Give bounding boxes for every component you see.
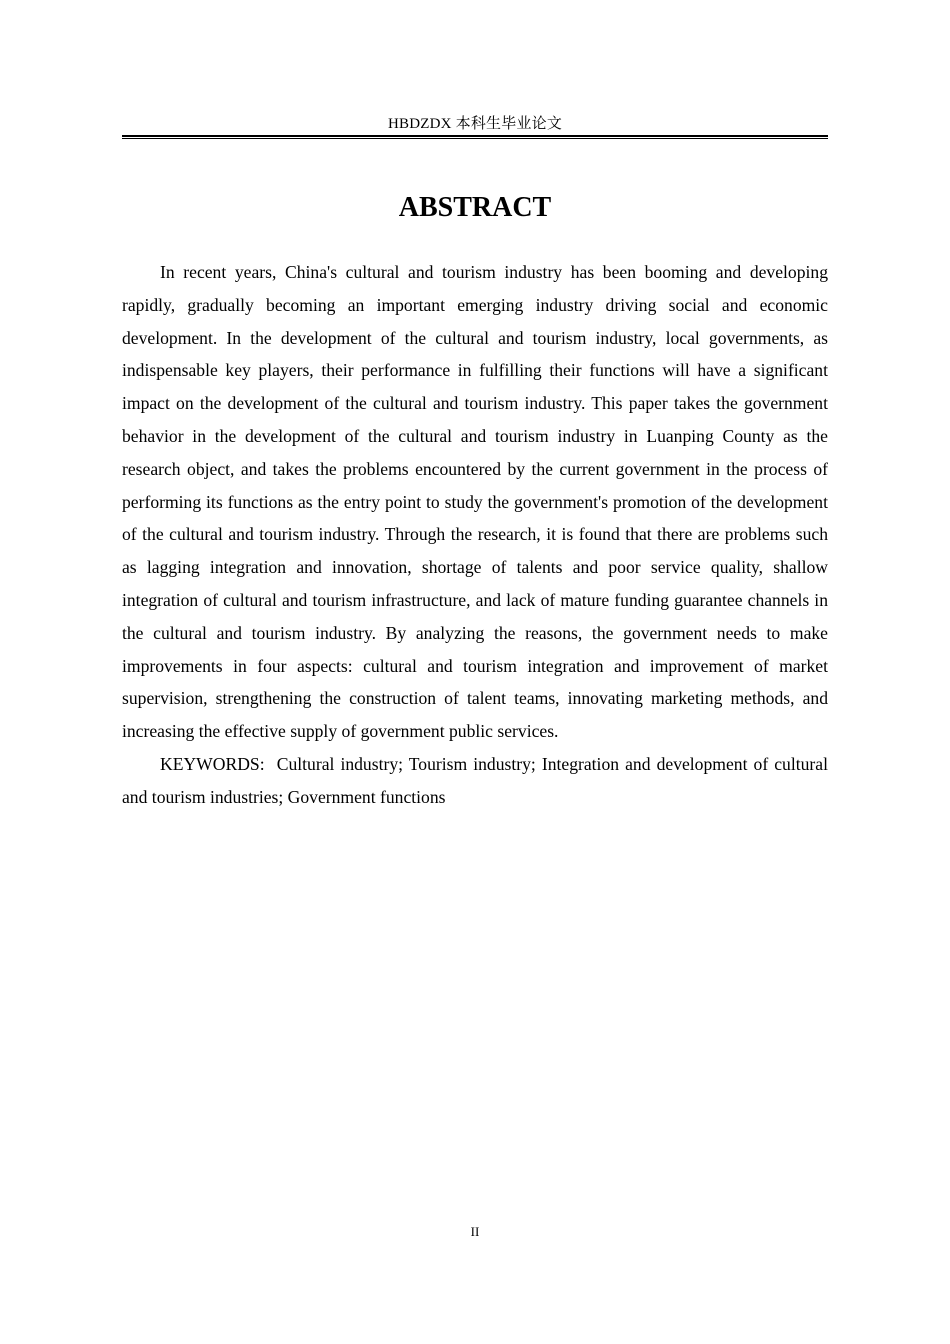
header-rule-thick — [122, 135, 828, 137]
running-header: HBDZDX 本科生毕业论文 — [387, 116, 563, 132]
page-number: II — [470, 1224, 480, 1239]
keywords-paragraph: KEYWORDS: Cultural industry; Tourism industry; Integration and development of cultural and tourism industries; Government functions — [122, 753, 833, 807]
abstract-title: ABSTRACT — [398, 192, 552, 223]
abstract-paragraph: In recent years, China's cultural and tourism industry has been booming and developing rapidly, gradually becoming an important emerging industry driving social and economic development. In the development of the cultural and tourism industry, local governments, as indispensable key players, their performance in fulfilling their functions will have a significant impact on the development of the cultural and tourism industry. This paper takes the government behavior in the development of the cultural and tourism industry in Luanping County as the research object, and takes the problems encountered by the current government in the process of performing its functions as the entry point to study the government's promotion of the development of the cultural and tourism industry. Through the research, it is found that there are problems such as lagging integration and innovation, shortage of talents and poor service quality, shallow integration of cultural and tourism infrastructure, and lack of mature funding guarantee channels in the cultural and tourism industry. By analyzing the reasons, the government needs to make improvements in four aspects: cultural and tourism integration and improvement of market supervision, strengthening the construction of talent teams, innovating marketing methods, and increasing the effective supply of government public services. — [122, 262, 828, 742]
header-rule-thin — [122, 138, 828, 139]
abstract-body — [122, 256, 833, 814]
